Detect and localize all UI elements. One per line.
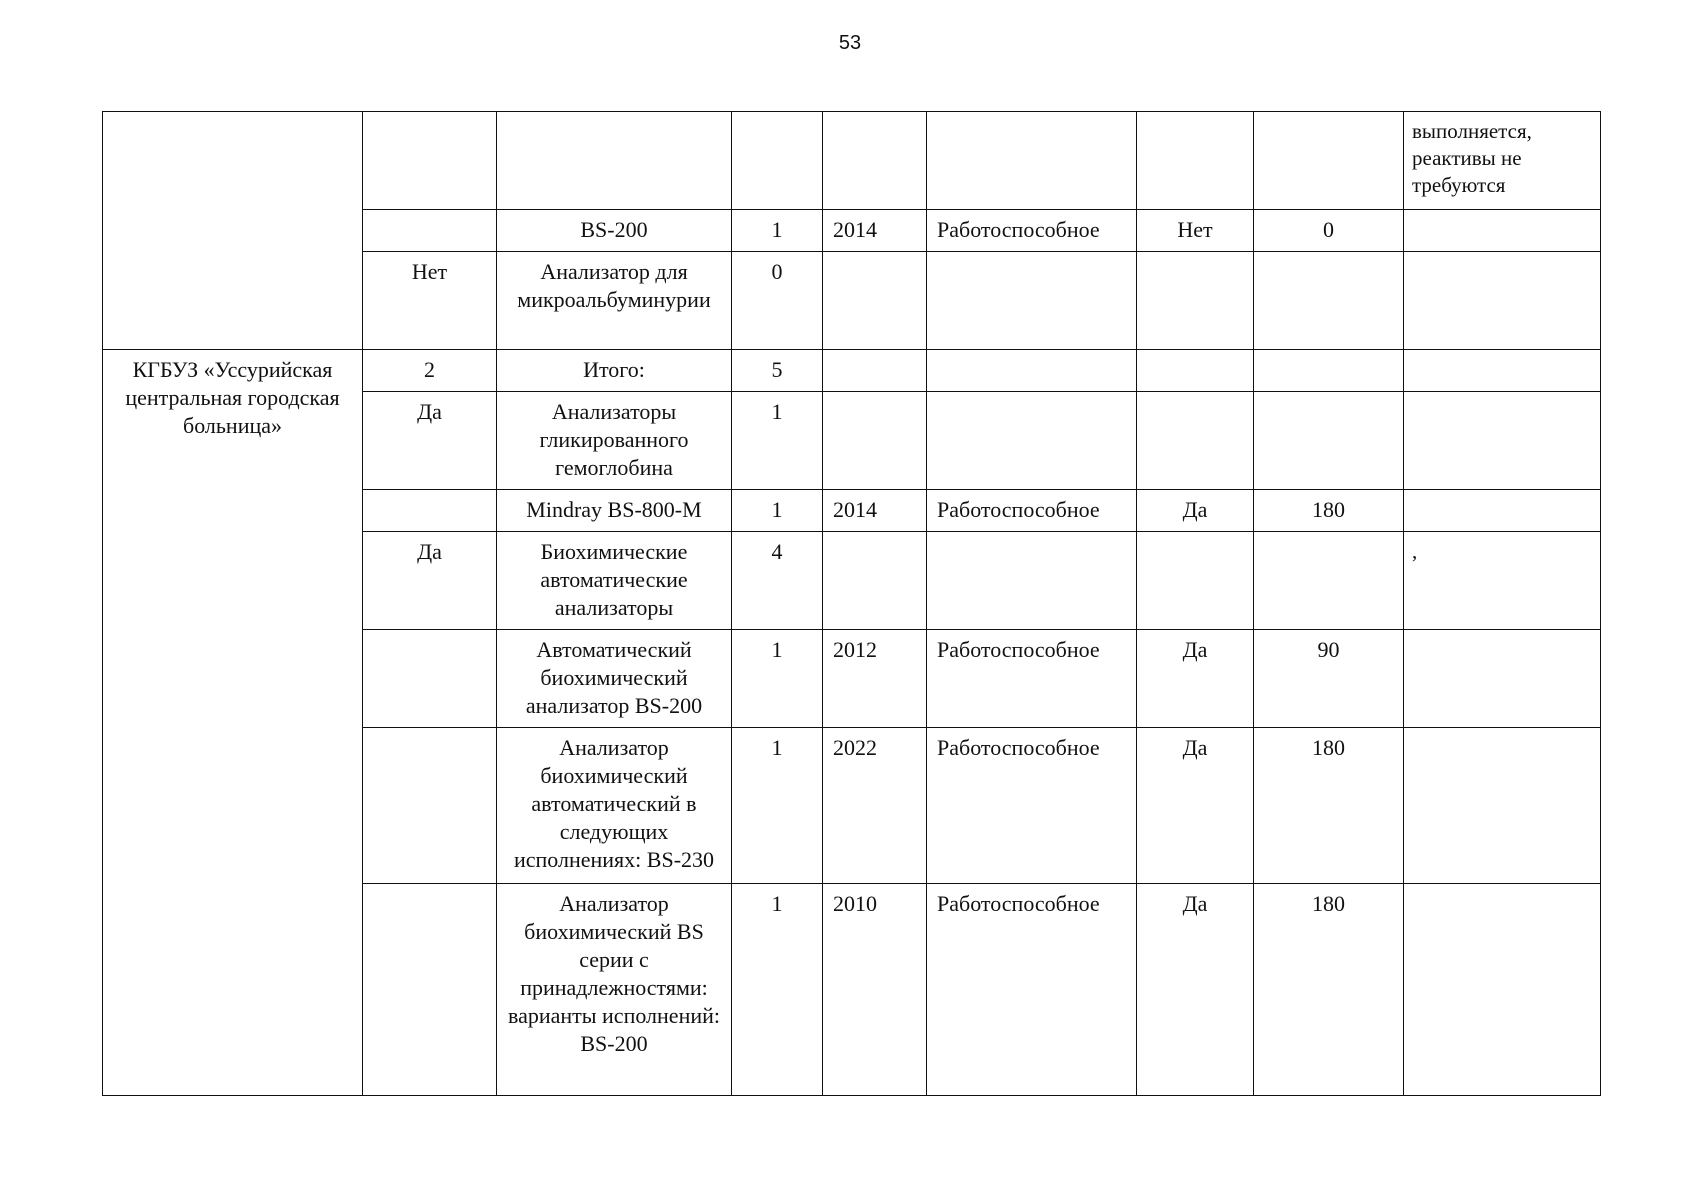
status-cell: Работоспособное	[927, 630, 1137, 728]
days-cell: 0	[1254, 210, 1404, 252]
name-cell: Автоматический биохимический анализатор BS-200	[497, 630, 732, 728]
organization-cell: КГБУЗ «Уссурийская центральная городская больница»	[103, 350, 363, 1096]
status-cell: Работоспособное	[927, 884, 1137, 1096]
count-cell: 1	[732, 884, 823, 1096]
status-cell: Работоспособное	[927, 728, 1137, 884]
count-cell: 4	[732, 532, 823, 630]
reagents-cell: Нет	[1137, 210, 1254, 252]
days-cell	[1254, 532, 1404, 630]
status-cell: Работоспособное	[927, 490, 1137, 532]
status-cell: Работоспособное	[927, 210, 1137, 252]
name-cell: Биохимические автоматические анализаторы	[497, 532, 732, 630]
year-cell	[823, 392, 927, 490]
page-number: 53	[838, 32, 862, 54]
reagents-cell	[1137, 392, 1254, 490]
note-cell: выполняется, реактивы не требуются	[1404, 112, 1601, 210]
year-cell	[823, 112, 927, 210]
name-cell: Анализаторы гликированного гемоглобина	[497, 392, 732, 490]
note-cell	[1404, 630, 1601, 728]
status-cell	[927, 252, 1137, 350]
name-cell: Анализатор для микроальбуминурии	[497, 252, 732, 350]
note-cell: ,	[1404, 532, 1601, 630]
year-cell: 2012	[823, 630, 927, 728]
has-cell: Да	[363, 532, 497, 630]
organization-cell	[103, 112, 363, 350]
has-cell: Нет	[363, 252, 497, 350]
reagents-cell: Да	[1137, 884, 1254, 1096]
count-cell	[732, 112, 823, 210]
days-cell: 90	[1254, 630, 1404, 728]
count-cell: 1	[732, 728, 823, 884]
has-cell	[363, 210, 497, 252]
status-cell	[927, 112, 1137, 210]
days-cell: 180	[1254, 884, 1404, 1096]
reagents-cell	[1137, 532, 1254, 630]
has-cell	[363, 112, 497, 210]
name-cell: Mindray BS-800-M	[497, 490, 732, 532]
days-cell: 180	[1254, 728, 1404, 884]
reagents-cell	[1137, 252, 1254, 350]
name-cell: Анализатор биохимический BS серии с принадлежностями: варианты исполнений: BS-200	[497, 884, 732, 1096]
reagents-cell: Да	[1137, 728, 1254, 884]
status-cell	[927, 350, 1137, 392]
name-cell: Анализатор биохимический автоматический в следующих исполнениях: BS-230	[497, 728, 732, 884]
note-cell	[1404, 210, 1601, 252]
count-cell: 1	[732, 490, 823, 532]
has-cell	[363, 490, 497, 532]
note-cell	[1404, 392, 1601, 490]
days-cell	[1254, 112, 1404, 210]
has-cell: 2	[363, 350, 497, 392]
equipment-table	[102, 111, 1601, 1096]
days-cell: 180	[1254, 490, 1404, 532]
has-cell: Да	[363, 392, 497, 490]
note-cell	[1404, 252, 1601, 350]
table-row	[103, 112, 1601, 210]
has-cell	[363, 728, 497, 884]
reagents-cell	[1137, 350, 1254, 392]
has-cell	[363, 884, 497, 1096]
status-cell	[927, 392, 1137, 490]
name-cell	[497, 112, 732, 210]
note-cell	[1404, 728, 1601, 884]
name-cell: BS-200	[497, 210, 732, 252]
year-cell	[823, 350, 927, 392]
year-cell: 2014	[823, 210, 927, 252]
note-cell	[1404, 350, 1601, 392]
count-cell: 1	[732, 210, 823, 252]
year-cell: 2022	[823, 728, 927, 884]
year-cell: 2010	[823, 884, 927, 1096]
days-cell	[1254, 350, 1404, 392]
year-cell	[823, 252, 927, 350]
count-cell: 5	[732, 350, 823, 392]
count-cell: 1	[732, 630, 823, 728]
reagents-cell: Да	[1137, 630, 1254, 728]
days-cell	[1254, 392, 1404, 490]
reagents-cell	[1137, 112, 1254, 210]
note-cell	[1404, 884, 1601, 1096]
table-row	[103, 350, 1601, 392]
note-cell	[1404, 490, 1601, 532]
days-cell	[1254, 252, 1404, 350]
year-cell: 2014	[823, 490, 927, 532]
reagents-cell: Да	[1137, 490, 1254, 532]
name-cell: Итого:	[497, 350, 732, 392]
year-cell	[823, 532, 927, 630]
count-cell: 0	[732, 252, 823, 350]
count-cell: 1	[732, 392, 823, 490]
status-cell	[927, 532, 1137, 630]
has-cell	[363, 630, 497, 728]
